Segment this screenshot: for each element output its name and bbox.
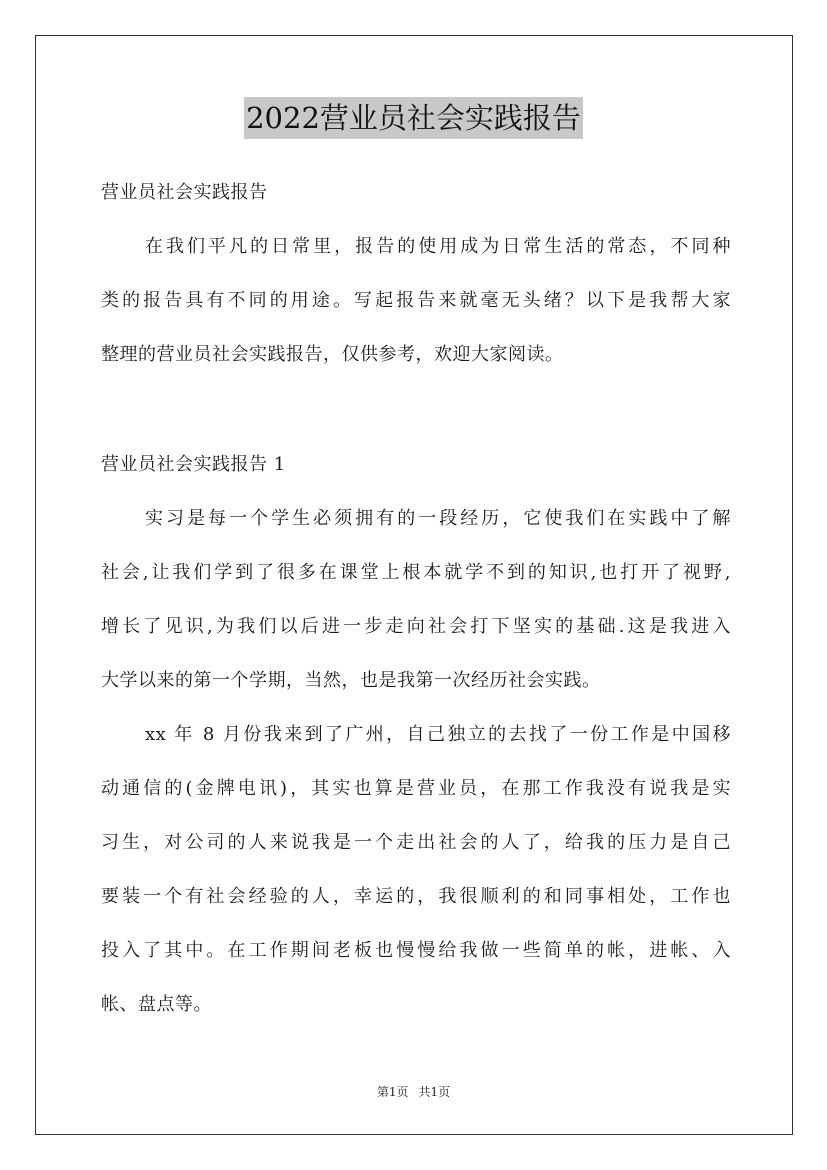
page-number: 第1页 xyxy=(376,1085,409,1099)
intro-line: 类的报告具有不同的用途。写起报告来就毫无头绪？以下是我帮大家 xyxy=(101,290,731,311)
section-heading: 营业员社会实践报告 1 xyxy=(101,454,286,475)
document-subtitle: 营业员社会实践报告 xyxy=(101,182,268,203)
paragraph-line: 投入了其中。在工作期间老板也慢慢给我做一些简单的帐，进帐、入 xyxy=(101,940,731,961)
paragraph-line: 要装一个有社会经验的人，幸运的，我很顺利的和同事相处，工作也 xyxy=(101,886,731,907)
paragraph-line: 帐、盘点等。 xyxy=(101,994,212,1015)
paragraph-line: 大学以来的第一个学期，当然，也是我第一次经历社会实践。 xyxy=(101,670,601,691)
title-container xyxy=(0,97,827,139)
paragraph-line: 实习是每一个学生必须拥有的一段经历，它使我们在实践中了解 xyxy=(145,508,731,529)
paragraph-line: 动通信的(金牌电讯)，其实也算是营业员，在那工作我没有说我是实 xyxy=(101,778,731,799)
paragraph-line: xx 年 8 月份我来到了广州，自己独立的去找了一份工作是中国移 xyxy=(145,724,731,745)
page-total: 共1页 xyxy=(418,1085,451,1099)
intro-line: 在我们平凡的日常里，报告的使用成为日常生活的常态，不同种 xyxy=(145,236,731,257)
document-title: 2022营业员社会实践报告 xyxy=(244,97,583,139)
paragraph-line: 增长了见识,为我们以后进一步走向社会打下坚实的基础.这是我进入 xyxy=(101,616,731,637)
paragraph-line: 习生，对公司的人来说我是一个走出社会的人了，给我的压力是自己 xyxy=(101,832,731,853)
intro-line: 整理的营业员社会实践报告，仅供参考，欢迎大家阅读。 xyxy=(101,344,564,365)
paragraph-line: 社会,让我们学到了很多在课堂上根本就学不到的知识,也打开了视野, xyxy=(101,562,731,583)
page-footer xyxy=(0,1084,827,1100)
